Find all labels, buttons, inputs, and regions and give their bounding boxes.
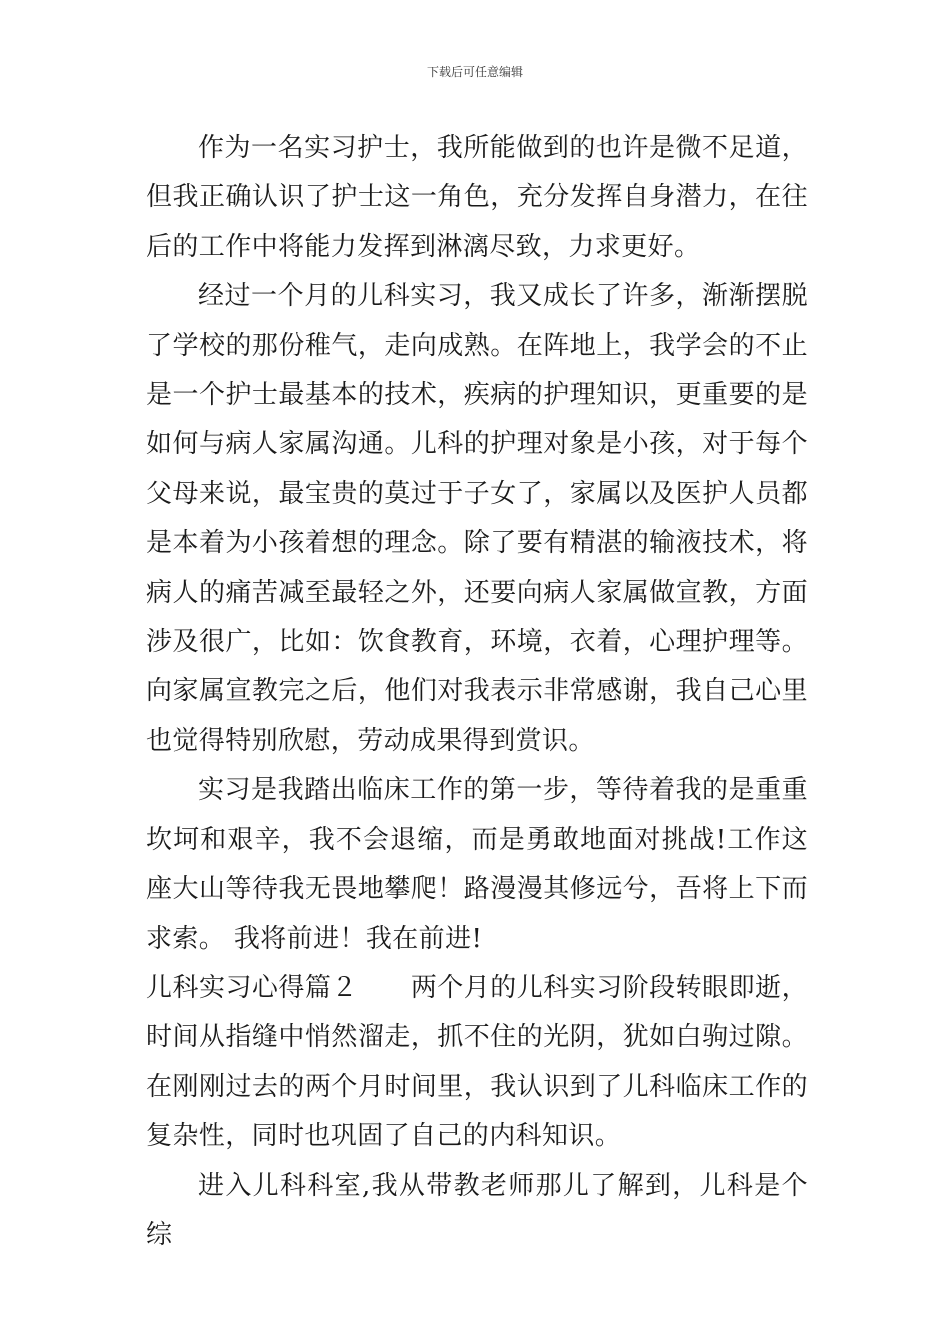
section-2-paragraph (146, 964, 808, 1162)
section-2-gap (358, 973, 411, 1003)
page-header: 下载后可任意编辑 (426, 65, 523, 79)
section-2-title: 儿科实习心得篇２ (146, 972, 358, 1003)
paragraph-1: 作为一名实习护士，我所能做到的也许是微不足道，但我正确认识了护士这一角色，充分发挥自身潜力，在往后的工作中将能力发挥到淋漓尽致，力求更好。 (146, 133, 808, 262)
document-body (146, 124, 808, 1260)
paragraph-2: 经过一个月的儿科实习，我又成长了许多，渐渐摆脱了学校的那份稚气，走向成熟。在阵地上，我学会的不止是一个护士最基本的技术，疾病的护理知识，更重要的是如何与病人家属沟通。儿科的护理对象是小孩，对于每个父母来说，最宝贵的莫过于子女了，家属以及医护人员都是本着为小孩着想的理念。除了要有精湛的输液技术，将病人的痛苦减至最轻之外，还要向病人家属做宣教，方面涉及很广，比如：饮食教育，环境，衣着，心理护理等。向家属宣教完之后，他们对我表示非常感谢，我自己心里也觉得特别欣慰，劳动成果得到赏识。 (146, 281, 808, 756)
paragraph-3: 实习是我踏出临床工作的第一步，等待着我的是重重坎坷和艰辛，我不会退缩，而是勇敢地面对挑战!工作这座大山等待我无畏地攀爬！路漫漫其修远兮，吾将上下而求索。 我将前进！我在前进! (146, 775, 808, 954)
section-2-body: 两个月的儿科实习阶段转眼即逝，时间从指缝中悄然溜走，抓不住的光阴，犹如白驹过隙。在刚刚过去的两个月时间里，我认识到了儿科临床工作的复杂性，同时也巩固了自己的内科知识。 (146, 972, 808, 1152)
paragraph-5: 进入儿科科室,我从带教老师那儿了解到，儿科是个综 (146, 1170, 808, 1250)
